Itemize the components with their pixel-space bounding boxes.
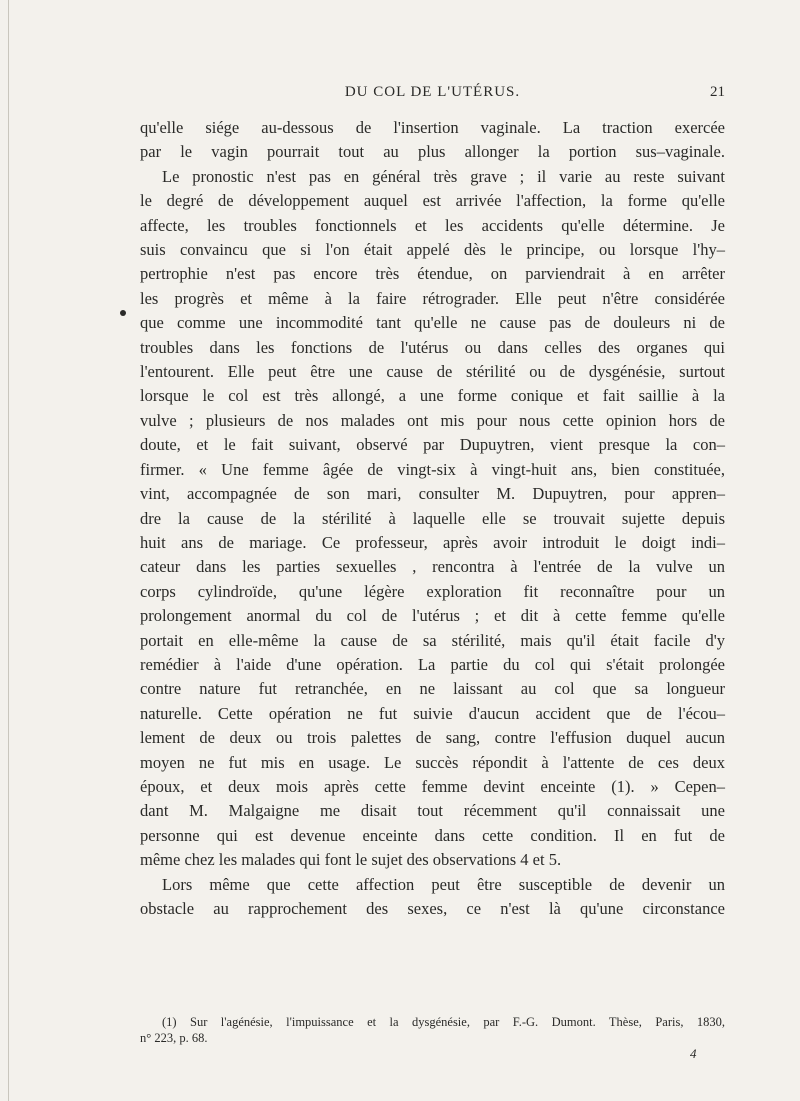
text-line: dant M. Malgaigne me disait tout récemment qu'il connaissait une xyxy=(140,801,725,821)
text-line: remédier à l'aide d'une opération. La partie du col qui s'était prolongée xyxy=(140,654,725,674)
text-line: firmer. « Une femme âgée de vingt-six à vingt-huit ans, bien constituée, xyxy=(140,459,725,479)
running-header xyxy=(140,84,725,106)
header-title: DU COL DE L'UTÉRUS. xyxy=(344,84,521,100)
text-line: cateur dans les parties sexuelles , rencontra à l'entrée de la vulve un xyxy=(140,557,725,577)
text-line: dre la cause de la stérilité à laquelle elle se trouvait sujette depuis xyxy=(140,508,725,528)
margin-mark xyxy=(120,310,126,316)
text-line: vulve ; plusieurs de nos malades ont mis pour nous cette opinion hors de xyxy=(140,410,725,430)
text-line: qu'elle siége au-dessous de l'insertion vaginale. La traction exercée xyxy=(140,118,725,137)
text-line: époux, et deux mois après cette femme devint enceinte (1). » Cepen– xyxy=(140,776,725,796)
binding-edge xyxy=(8,0,9,1101)
text-line: lorsque le col est très allongé, a une forme conique et fait saillie à la xyxy=(140,386,725,406)
text-line: moyen ne fut mis en usage. Le succès répondit à l'attente de ces deux xyxy=(140,752,725,772)
text-line: troubles dans les fonctions de l'utérus ou dans celles des organes qui xyxy=(140,337,725,357)
page-number: 21 xyxy=(710,84,725,100)
text-line: que comme une incommodité tant qu'elle ne cause pas de douleurs ni de xyxy=(140,313,725,333)
text-line: Lors même que cette affection peut être susceptible de devenir un xyxy=(162,874,725,894)
text-line: le degré de développement auquel est arrivée l'affection, la forme qu'elle xyxy=(140,191,725,211)
text-line: l'entourent. Elle peut être une cause de stérilité ou de dysgénésie, surtout xyxy=(140,362,725,382)
text-line: portait en elle-même la cause de sa stérilité, mais qu'il était facile d'y xyxy=(140,630,725,650)
text-line: les progrès et même à la faire rétrograder. Elle peut n'être considérée xyxy=(140,288,725,308)
signature-mark: 4 xyxy=(690,1046,697,1061)
footnote-line: n° 223, p. 68. xyxy=(140,1031,208,1045)
text-line: vint, accompagnée de son mari, consulter M. Dupuytren, pour appren– xyxy=(140,484,725,504)
text-line: doute, et le fait suivant, observé par Dupuytren, vient presque la con– xyxy=(140,435,725,455)
text-line: affecte, les troubles fonctionnels et les accidents qu'elle détermine. Je xyxy=(140,215,725,235)
text-line: huit ans de mariage. Ce professeur, après avoir introduit le doigt indi– xyxy=(140,532,725,552)
text-line: contre nature fut retranchée, en ne laissant au col que sa longueur xyxy=(140,679,725,699)
text-line: prolongement anormal du col de l'utérus ; et dit à cette femme qu'elle xyxy=(140,606,725,626)
text-line: lement de deux ou trois palettes de sang, contre l'effusion duquel aucun xyxy=(140,728,725,748)
text-line: Le pronostic n'est pas en général très grave ; il varie au reste suivant xyxy=(162,166,725,186)
text-line: suis convaincu que si l'on était appelé dès le principe, ou lorsque l'hy– xyxy=(140,240,725,260)
text-line: même chez les malades qui font le sujet des observations 4 et 5. xyxy=(140,850,562,870)
text-line: pertrophie n'est pas encore très étendue, on parviendrait à en arrêter xyxy=(140,264,725,284)
text-line: personne qui est devenue enceinte dans cette condition. Il en fut de xyxy=(140,825,725,845)
text-line: par le vagin pourrait tout au plus allonger la portion sus–vaginale. xyxy=(140,142,725,162)
body-text xyxy=(140,116,725,921)
text-line: naturelle. Cette opération ne fut suivie d'aucun accident que de l'écou– xyxy=(140,703,725,723)
text-line: corps cylindroïde, qu'une légère exploration fit reconnaître pour un xyxy=(140,581,725,601)
text-line: obstacle au rapprochement des sexes, ce n'est là qu'une circonstance xyxy=(140,899,725,918)
footnote xyxy=(140,1014,725,1046)
footnote-line: (1) Sur l'agénésie, l'impuissance et la dysgénésie, par F.-G. Dumont. Thèse, Paris, 1830, xyxy=(162,1015,725,1029)
